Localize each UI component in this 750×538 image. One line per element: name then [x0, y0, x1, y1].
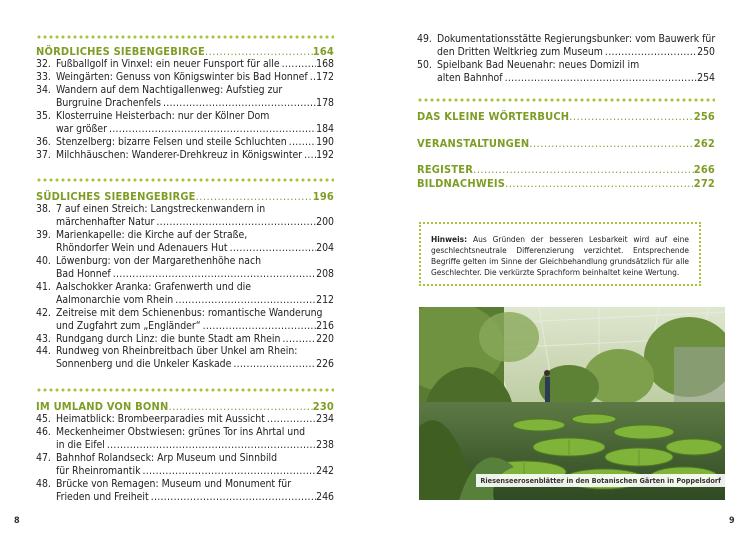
section-heading: SÜDLICHES SIEBENGEBIRGE ..... 196	[36, 190, 334, 203]
entry-line	[56, 110, 334, 123]
entry-number: 34.	[36, 83, 51, 96]
entry-title: Aalschokker Aranka: Grafenwerth und die	[56, 280, 251, 293]
toc-entry	[36, 149, 334, 162]
page-number: 8	[14, 516, 20, 526]
entry-line	[437, 72, 715, 85]
entry-body	[56, 110, 334, 136]
entry-body	[56, 426, 334, 452]
toc-entry	[36, 136, 334, 149]
entry-page: 172	[316, 70, 334, 83]
toc-entry	[36, 345, 334, 371]
dot-leader	[231, 358, 316, 371]
toc-entry	[36, 413, 334, 426]
entry-title: Wandern auf dem Nachtigallenweg: Aufstieg zur	[56, 83, 283, 96]
toc-entry	[36, 333, 334, 346]
dot-leader	[149, 491, 316, 504]
entry-title: Bahnhof Rolandseck: Arp Museum und Sinnbild	[56, 451, 278, 464]
dot-leader	[154, 216, 316, 229]
entry-page: 234	[316, 413, 334, 425]
entry-title: Rundweg von Rheinbreitbach über Unkel am Rhein:	[56, 345, 298, 358]
entry-line	[56, 149, 334, 162]
right-page	[375, 0, 750, 538]
entry-title: für Rheinromantik	[56, 464, 141, 477]
entry-line	[56, 136, 334, 149]
toc-entry	[36, 452, 334, 478]
hint-box	[419, 222, 701, 286]
toc-list	[36, 58, 334, 162]
entry-title: Burgruine Drachenfels	[56, 96, 161, 109]
entry-title: Bad Honnef	[56, 267, 111, 280]
entry-number: 36.	[36, 135, 51, 148]
dot-leader	[265, 413, 316, 426]
entry-page: 216	[316, 319, 334, 332]
entry-body	[56, 413, 334, 426]
section-heading: REGISTER ..... 266	[417, 163, 715, 176]
dot-leader	[503, 72, 698, 85]
entry-line	[56, 426, 334, 439]
entry-page: 208	[316, 267, 334, 280]
entry-title: Heimatblick: Brombeerparadies mit Aussicht	[56, 413, 265, 425]
entry-title: den Dritten Weltkrieg zum Museum	[437, 45, 603, 58]
entry-number: 50.	[417, 58, 432, 71]
entry-body	[56, 203, 334, 229]
section-heading: VERANSTALTUNGEN ..... 262	[417, 137, 715, 150]
entry-title: Brücke von Remagen: Museum und Monument für	[56, 477, 292, 490]
entry-body	[56, 345, 334, 371]
entry-page: 178	[316, 96, 334, 109]
dot-leader	[308, 71, 316, 84]
dot-leader	[105, 439, 316, 452]
toc-list	[36, 413, 334, 504]
entry-page: 254	[697, 71, 715, 84]
entry-title: Zeitreise mit dem Schienenbus: romantische Wanderung	[56, 306, 323, 319]
entry-number: 35.	[36, 109, 51, 122]
entry-line	[56, 491, 334, 504]
hint-label: Hinweis:	[431, 234, 468, 244]
toc-entry	[36, 71, 334, 84]
entry-line	[56, 229, 334, 242]
entry-body	[56, 229, 334, 255]
dot-leader	[173, 294, 316, 307]
entry-body	[56, 149, 334, 162]
toc-entry	[36, 84, 334, 110]
entry-line	[56, 452, 334, 465]
toc-entry	[36, 255, 334, 281]
entry-title: Rundgang durch Linz: die bunte Stadt am Rhein	[56, 332, 281, 345]
entry-page: 250	[697, 45, 715, 58]
entry-title: alten Bahnhof	[437, 71, 503, 84]
dot-leader	[107, 123, 316, 136]
section-heading: NÖRDLICHES SIEBENGEBIRGE ..... 164	[36, 45, 334, 58]
entry-line	[437, 33, 715, 46]
dot-leader	[161, 97, 316, 110]
entry-body	[56, 136, 334, 149]
entry-line	[56, 358, 334, 371]
entry-page: 192	[316, 148, 334, 161]
entry-number: 49.	[417, 33, 432, 45]
entry-number: 48.	[36, 477, 51, 490]
entry-line	[56, 255, 334, 268]
entry-line	[56, 465, 334, 478]
entry-body	[437, 59, 715, 85]
entry-title: Marienkapelle: die Kirche auf der Straße,	[56, 228, 248, 241]
entry-title: Löwenburg: von der Margarethenhöhe nach	[56, 254, 262, 267]
photo-caption: Riesenseerosenblätter in den Botanischen Gärten in Poppelsdorf	[476, 474, 725, 487]
toc-list	[36, 203, 334, 371]
entry-number: 43.	[36, 332, 51, 345]
dot-leader	[201, 320, 317, 333]
section-heading: BILDNACHWEIS ..... 272	[417, 177, 715, 190]
section-divider	[36, 388, 334, 392]
entry-line	[56, 413, 334, 426]
toc-entry	[36, 203, 334, 229]
entry-line	[56, 345, 334, 358]
entry-body	[56, 452, 334, 478]
entry-title: Klosterruine Heisterbach: nur der Kölner Dom	[56, 109, 270, 122]
dot-leader	[111, 268, 316, 281]
section-heading: IM UMLAND VON BONN ..... 230	[36, 400, 334, 413]
dot-leader	[141, 465, 317, 478]
toc-entry	[417, 33, 715, 59]
entry-number: 44.	[36, 345, 51, 358]
entry-line	[56, 307, 334, 320]
entry-number: 38.	[36, 203, 51, 215]
entry-line	[56, 439, 334, 452]
dot-leader	[228, 242, 317, 255]
toc-entry	[36, 478, 334, 504]
entry-line	[56, 58, 334, 71]
entry-line	[56, 281, 334, 294]
toc-entry	[36, 58, 334, 71]
entry-title: Meckenheimer Obstwiesen: grünes Tor ins Ahrtal und	[56, 425, 306, 438]
entry-title: Sonnenberg und die Unkeler Kaskade	[56, 358, 232, 371]
entry-title: Rhöndorfer Wein und Adenauers Hut	[56, 241, 228, 254]
entry-title: Milchhäuschen: Wanderer-Drehkreuz in Königswinter	[56, 148, 303, 161]
entry-number: 42.	[36, 306, 51, 319]
entry-page: 238	[316, 438, 334, 451]
entry-number: 47.	[36, 451, 51, 464]
entry-title: Frieden und Freiheit	[56, 490, 149, 503]
entry-page: 246	[316, 490, 334, 503]
toc-entry	[417, 59, 715, 85]
entry-body	[56, 84, 334, 110]
toc-entry	[36, 426, 334, 452]
section-divider	[417, 98, 715, 102]
entry-line	[56, 216, 334, 229]
entry-page: 242	[316, 464, 334, 477]
entry-number: 41.	[36, 280, 51, 293]
entry-page: 204	[316, 241, 334, 254]
entry-page: 200	[316, 215, 334, 228]
entry-title: märchenhafter Natur	[56, 215, 155, 228]
page-number: 9	[729, 516, 735, 526]
entry-number: 37.	[36, 148, 51, 161]
entry-body	[56, 333, 334, 346]
section-divider	[36, 178, 334, 182]
entry-body	[56, 71, 334, 84]
entry-number: 33.	[36, 70, 51, 83]
entry-body	[56, 58, 334, 71]
dot-leader	[280, 58, 317, 71]
dot-leader	[302, 149, 316, 162]
entry-title: Fußballgolf in Vinxel: ein neuer Funsport für alle	[56, 58, 280, 70]
entry-page: 184	[316, 122, 334, 135]
entry-body	[56, 255, 334, 281]
entry-page: 212	[316, 293, 334, 306]
greenhouse-photo	[419, 307, 725, 500]
toc-entry	[36, 110, 334, 136]
entry-page: 168	[316, 58, 334, 70]
entry-number: 46.	[36, 425, 51, 438]
entry-title: in die Eifel	[56, 438, 105, 451]
entry-title: war größer	[56, 122, 107, 135]
toc-entry	[36, 307, 334, 333]
toc-entry	[36, 229, 334, 255]
entry-line	[56, 268, 334, 281]
entry-title: Aalmonarchie vom Rhein	[56, 293, 174, 306]
entry-line	[437, 46, 715, 59]
greenhouse-illustration	[419, 307, 725, 500]
entry-page: 220	[316, 332, 334, 345]
dot-leader	[603, 46, 697, 59]
entry-title: Spielbank Bad Neuenahr: neues Domizil im	[437, 58, 640, 71]
dot-leader	[280, 333, 316, 346]
dot-leader	[287, 136, 316, 149]
hint-text: Aus Gründen der besseren Lesbarkeit wird auf eine geschlechtsneutrale Differenzierung verzichtet. Entsprechende Begriffe gelten im Sinne der Gleichbehandlung grundsätzlich für alle Geschlechter. Die verkürzte Sprachform beinhaltet keine Wertung.	[431, 234, 689, 278]
entry-title: Weingärten: Genuss von Königswinter bis Bad Honnef	[56, 70, 308, 83]
entry-number: 45.	[36, 413, 51, 425]
entry-number: 40.	[36, 254, 51, 267]
entry-line	[56, 203, 334, 216]
entry-line	[56, 333, 334, 346]
entry-line	[56, 84, 334, 97]
entry-line	[56, 242, 334, 255]
toc-entry	[36, 281, 334, 307]
entry-line	[56, 478, 334, 491]
entry-line	[56, 123, 334, 136]
top-divider	[36, 35, 334, 39]
entry-number: 39.	[36, 228, 51, 241]
entry-title: 7 auf einen Streich: Langstreckenwandern in	[56, 203, 266, 215]
entry-line	[437, 59, 715, 72]
entry-body	[437, 33, 715, 59]
entry-line	[56, 294, 334, 307]
entry-line	[56, 320, 334, 333]
entry-body	[56, 281, 334, 307]
entry-title: und Zugfahrt zum „Engländer“	[56, 319, 201, 332]
entry-line	[56, 97, 334, 110]
entry-page: 190	[316, 135, 334, 148]
entry-title: Dokumentationsstätte Regierungsbunker: vom Bauwerk für	[437, 33, 716, 45]
entry-body	[56, 478, 334, 504]
entry-title: Stenzelberg: bizarre Felsen und steile Schluchten	[56, 135, 287, 148]
toc-list	[417, 33, 715, 85]
entry-body	[56, 307, 334, 333]
entry-line	[56, 71, 334, 84]
entry-page: 226	[316, 358, 334, 371]
entry-number: 32.	[36, 58, 51, 70]
section-heading: DAS KLEINE WÖRTERBUCH ..... 256	[417, 110, 715, 123]
